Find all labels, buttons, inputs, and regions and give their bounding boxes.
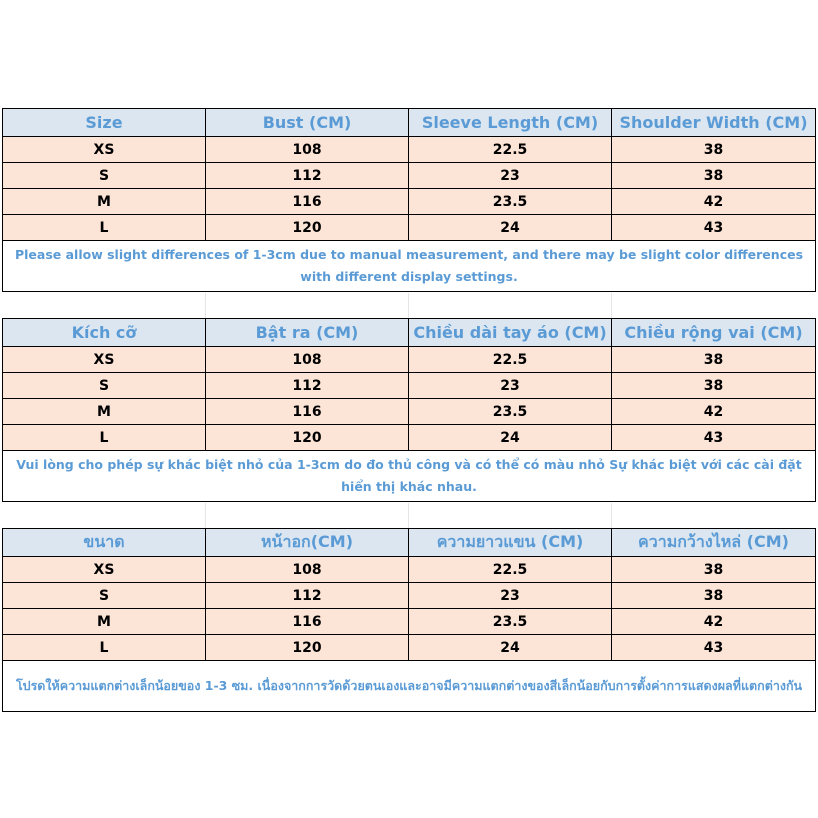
table-cell: 23.5 [409,189,612,215]
table-cell: L [3,425,206,451]
table-cell: 38 [612,583,816,609]
table-row [3,215,816,241]
header-cell: หน้าอก(CM) [206,529,409,557]
table-cell: 38 [612,373,816,399]
table-cell: 112 [206,373,409,399]
table-cell: 38 [612,347,816,373]
header-cell: Bust (CM) [206,109,409,137]
table-row [3,163,816,189]
note-row [3,661,816,712]
table-cell: 42 [612,609,816,635]
table-cell: 24 [409,635,612,661]
table-cell: M [3,189,206,215]
table-cell: 116 [206,189,409,215]
note-row [3,241,816,292]
header-cell: Bật ra (CM) [206,319,409,347]
table-row [3,425,816,451]
table-row [3,347,816,373]
table-row [3,557,816,583]
size-table-english [2,108,816,292]
table-cell: 120 [206,215,409,241]
table-cell: 43 [612,215,816,241]
header-cell: Size [3,109,206,137]
table-cell: 38 [612,163,816,189]
table-cell: M [3,399,206,425]
table-cell: 120 [206,425,409,451]
header-cell: ความกว้างไหล่ (CM) [612,529,816,557]
table-cell: 23 [409,583,612,609]
table-cell: 22.5 [409,137,612,163]
table-cell: S [3,373,206,399]
table-cell: 116 [206,609,409,635]
table-cell: 23 [409,373,612,399]
header-row [3,529,816,557]
table-cell: 24 [409,425,612,451]
table-cell: 22.5 [409,347,612,373]
table-row [3,635,816,661]
size-table-thai [2,528,816,712]
table-row [3,137,816,163]
table-cell: L [3,215,206,241]
table-row [3,189,816,215]
table-cell: 112 [206,583,409,609]
table-cell: 43 [612,425,816,451]
table-cell: 24 [409,215,612,241]
header-cell: Chiều dài tay áo (CM) [409,319,612,347]
header-cell: Sleeve Length (CM) [409,109,612,137]
header-cell: ความยาวแขน (CM) [409,529,612,557]
table-cell: 112 [206,163,409,189]
table-cell: 108 [206,137,409,163]
table-cell: 43 [612,635,816,661]
note-row [3,451,816,502]
table-cell: 38 [612,137,816,163]
header-row [3,319,816,347]
table-row [3,609,816,635]
header-cell: Kích cỡ [3,319,206,347]
table-cell: S [3,583,206,609]
table-cell: 120 [206,635,409,661]
measurement-note: โปรดให้ความแตกต่างเล็กน้อยของ 1-3 ซม. เนื่องจากการวัดด้วยตนเองและอาจมีความแตกต่างของสีเล็กน้อยกับการตั้งค่าการแสดงผลที่แตกต่างกัน [3,661,816,712]
table-cell: 116 [206,399,409,425]
table-cell: 108 [206,557,409,583]
table-cell: 23.5 [409,399,612,425]
header-cell: Chiều rộng vai (CM) [612,319,816,347]
table-cell: XS [3,557,206,583]
table-cell: 42 [612,399,816,425]
table-row [3,583,816,609]
spacer [2,503,815,528]
measurement-note: Vui lòng cho phép sự khác biệt nhỏ của 1-3cm do đo thủ công và có thể có màu nhỏ Sự khác biệt với các cài đặt hiển thị khác nhau. [3,451,816,502]
header-cell: Shoulder Width (CM) [612,109,816,137]
table-cell: M [3,609,206,635]
table-cell: 23.5 [409,609,612,635]
table-cell: 42 [612,189,816,215]
table-cell: 108 [206,347,409,373]
table-cell: XS [3,347,206,373]
table-cell: XS [3,137,206,163]
table-row [3,373,816,399]
measurement-note: Please allow slight differences of 1-3cm due to manual measurement, and there may be slight color differences with different display settings. [3,241,816,292]
spacer [2,293,815,318]
table-cell: L [3,635,206,661]
table-cell: S [3,163,206,189]
table-cell: 22.5 [409,557,612,583]
table-row [3,399,816,425]
header-cell: ขนาด [3,529,206,557]
header-row [3,109,816,137]
size-table-vietnamese [2,318,816,502]
table-cell: 38 [612,557,816,583]
table-cell: 23 [409,163,612,189]
